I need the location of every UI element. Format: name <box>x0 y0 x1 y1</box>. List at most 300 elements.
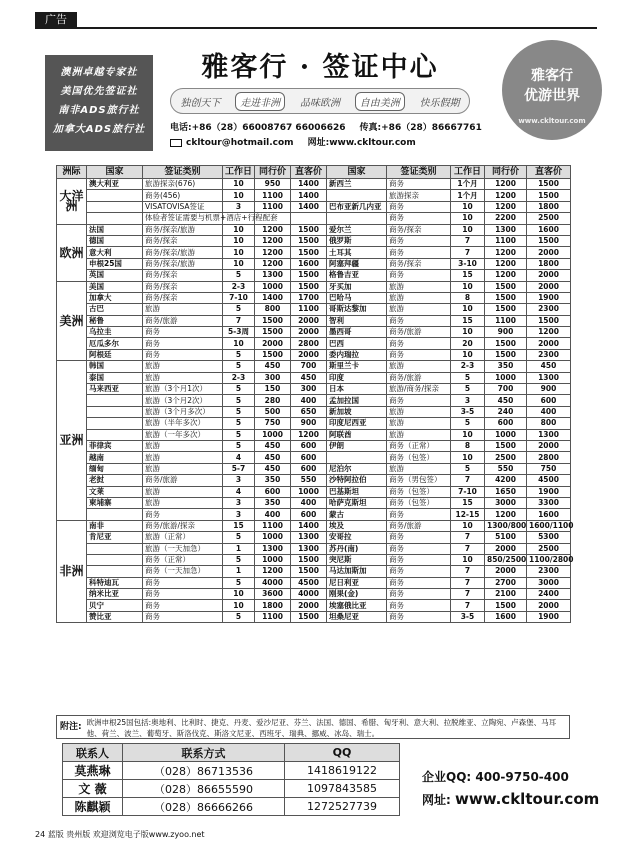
table-cell: 商务 <box>143 349 223 360</box>
table-cell: 商务/探亲 <box>143 235 223 246</box>
table-cell: 2-3 <box>223 281 255 292</box>
table-cell <box>87 201 143 212</box>
agency-item: 澳洲卓越专家社 <box>60 67 138 78</box>
table-cell: 1300 <box>485 224 527 235</box>
table-cell: 1个月 <box>451 190 485 201</box>
table-cell: 体验者签证需要与机票+酒店+行程配套 <box>143 213 223 224</box>
table-cell: 商务 <box>387 213 451 224</box>
table-cell: 旅游（一天加急） <box>143 543 223 554</box>
continent-cell: 美洲 <box>57 281 87 361</box>
table-row <box>57 304 571 315</box>
table-cell: 2400 <box>527 589 571 600</box>
table-cell: 10 <box>451 281 485 292</box>
table-cell: 旅游 <box>387 463 451 474</box>
table-cell: 450 <box>255 452 291 463</box>
table-cell: 土耳其 <box>327 247 387 258</box>
table-row <box>57 520 571 531</box>
table-cell: 1400 <box>291 190 327 201</box>
table-cell: 1200 <box>255 258 291 269</box>
table-cell: 2000 <box>527 281 571 292</box>
table-cell: 450 <box>291 372 327 383</box>
table-cell: 商务/旅游 <box>387 327 451 338</box>
table-cell: 1100 <box>485 235 527 246</box>
table-cell: 商务（一天加急） <box>143 566 223 577</box>
continent-cell: 大洋洲 <box>57 179 87 225</box>
table-cell: 委内瑞拉 <box>327 349 387 360</box>
company-qq: 企业QQ: 400-9750-400 <box>422 770 569 784</box>
table-cell: 巴基斯坦 <box>327 486 387 497</box>
table-cell <box>327 213 387 224</box>
table-cell: 2000 <box>527 338 571 349</box>
fax-number: +86（28）86667761 <box>381 123 482 133</box>
page-title: 雅客行 · 签证中心 <box>201 52 439 83</box>
table-cell: 1100 <box>485 315 527 326</box>
table-cell: 英国 <box>87 270 143 281</box>
table-cell: 500 <box>255 406 291 417</box>
table-row <box>57 452 571 463</box>
brand-item: 走进非洲 <box>235 92 285 111</box>
table-cell: 斯里兰卡 <box>327 361 387 372</box>
table-cell: 商务/探亲 <box>143 292 223 303</box>
table-cell: 2200 <box>485 213 527 224</box>
table-cell: 4500 <box>527 475 571 486</box>
company-web-link[interactable]: www.ckltour.com <box>455 790 600 808</box>
table-cell: 3300 <box>527 497 571 508</box>
table-cell: 乌拉圭 <box>87 327 143 338</box>
table-cell: 900 <box>485 327 527 338</box>
table-cell <box>87 429 143 440</box>
table-cell: 5 <box>223 611 255 622</box>
table-row <box>57 611 571 622</box>
table-cell: 申根25国 <box>87 258 143 269</box>
table-cell: 旅游（3个月多次） <box>143 406 223 417</box>
contact-name: 莫燕琳 <box>63 762 123 780</box>
table-cell: 商务 <box>387 509 451 520</box>
table-cell: 商务 <box>387 577 451 588</box>
table-cell: 4000 <box>255 577 291 588</box>
table-cell: 商务 <box>387 543 451 554</box>
table-cell: 5 <box>223 349 255 360</box>
table-row <box>57 384 571 395</box>
table-row <box>57 486 571 497</box>
column-header: 直客价 <box>527 166 571 179</box>
table-cell: 商务 <box>387 589 451 600</box>
table-cell: 印度尼西亚 <box>327 418 387 429</box>
table-cell: 商务/旅游 <box>143 315 223 326</box>
table-cell: 5 <box>451 372 485 383</box>
table-cell: 商务（正常） <box>387 440 451 451</box>
table-cell: 旅游/商务/探亲 <box>387 384 451 395</box>
table-cell: 700 <box>291 361 327 372</box>
column-header: 工作日 <box>451 166 485 179</box>
table-cell: 缅甸 <box>87 463 143 474</box>
table-cell: 旅游 <box>387 406 451 417</box>
table-cell: 1000 <box>255 429 291 440</box>
table-cell: 20 <box>451 338 485 349</box>
table-cell: 1100 <box>255 190 291 201</box>
continent-cell: 亚洲 <box>57 361 87 520</box>
table-cell: 1200 <box>291 429 327 440</box>
brand-item: 品味欧洲 <box>299 97 340 109</box>
table-cell: 1500 <box>527 235 571 246</box>
table-cell: 1200 <box>485 179 527 190</box>
table-cell: 1900 <box>527 611 571 622</box>
table-cell: 贝宁 <box>87 600 143 611</box>
table-cell: 600 <box>255 486 291 497</box>
table-cell: 2800 <box>291 338 327 349</box>
table-cell: 1400 <box>291 201 327 212</box>
table-cell: 2100 <box>485 589 527 600</box>
table-cell: 5 <box>223 361 255 372</box>
table-cell: 法国 <box>87 224 143 235</box>
table-cell: 马达加斯加 <box>327 566 387 577</box>
table-cell: 3600 <box>255 589 291 600</box>
table-cell: 旅游 <box>387 292 451 303</box>
table-row <box>57 463 571 474</box>
contact-name: 文 薇 <box>63 780 123 798</box>
badge-line: 优游世界 <box>524 88 580 104</box>
table-cell: 1200 <box>485 258 527 269</box>
table-cell: 秘鲁 <box>87 315 143 326</box>
table-cell: 1200 <box>485 247 527 258</box>
table-row <box>57 281 571 292</box>
table-cell: 10 <box>451 213 485 224</box>
column-header: 签证类别 <box>387 166 451 179</box>
table-cell: 商务 <box>387 395 451 406</box>
table-cell: 750 <box>255 418 291 429</box>
column-header: 直客价 <box>291 166 327 179</box>
table-cell: 2000 <box>291 315 327 326</box>
column-header: 国家 <box>327 166 387 179</box>
table-row <box>57 213 571 224</box>
table-cell: 格鲁吉亚 <box>327 270 387 281</box>
table-cell: 2-3 <box>451 361 485 372</box>
table-row <box>57 497 571 508</box>
table-row <box>57 190 571 201</box>
brand-badge <box>502 40 602 140</box>
table-cell: 600 <box>291 463 327 474</box>
table-cell: 1100 <box>255 611 291 622</box>
table-cell: 350 <box>485 361 527 372</box>
table-cell: 10 <box>223 190 255 201</box>
table-cell: 2000 <box>527 440 571 451</box>
contact-qq: 1272527739 <box>284 798 399 816</box>
table-cell: 商务/探亲 <box>387 258 451 269</box>
table-cell: 1500 <box>527 315 571 326</box>
table-cell: 俄罗斯 <box>327 235 387 246</box>
table-cell: 南非 <box>87 520 143 531</box>
table-cell: 1900 <box>527 292 571 303</box>
table-cell: 1500 <box>485 281 527 292</box>
table-cell: 240 <box>485 406 527 417</box>
table-cell <box>291 213 327 224</box>
email-address[interactable]: ckltour@hotmail.com <box>186 138 294 148</box>
table-cell: 600 <box>291 452 327 463</box>
table-cell: 7 <box>451 235 485 246</box>
brand-strip <box>170 88 470 114</box>
column-header: 国家 <box>87 166 143 179</box>
table-cell: 950 <box>255 179 291 190</box>
contact-phone: （028）86713536 <box>122 762 284 780</box>
table-cell: 3 <box>223 201 255 212</box>
table-cell: 2700 <box>485 577 527 588</box>
table-cell: 300 <box>291 384 327 395</box>
table-cell: 2000 <box>485 566 527 577</box>
table-cell: 商务 <box>387 600 451 611</box>
table-cell: 1700 <box>291 292 327 303</box>
table-cell: 10 <box>223 179 255 190</box>
table-cell: 商务 <box>143 611 223 622</box>
table-cell: 350 <box>255 475 291 486</box>
table-cell: 15 <box>451 497 485 508</box>
table-cell: 1000 <box>291 486 327 497</box>
table-cell: 商务（包签） <box>387 452 451 463</box>
table-cell: 商务/旅游 <box>387 520 451 531</box>
table-cell: 15 <box>223 520 255 531</box>
table-cell: 商务 <box>387 247 451 258</box>
table-cell: 1000 <box>255 532 291 543</box>
table-row <box>57 349 571 360</box>
table-cell: 商务/探亲/旅游 <box>143 247 223 258</box>
column-header: 工作日 <box>223 166 255 179</box>
table-cell <box>87 395 143 406</box>
table-cell: 安哥拉 <box>327 532 387 543</box>
table-cell: 450 <box>527 361 571 372</box>
table-cell: 350 <box>255 497 291 508</box>
table-cell: 2-3 <box>223 372 255 383</box>
table-cell: 7 <box>451 543 485 554</box>
table-row <box>57 440 571 451</box>
table-cell: 商务 <box>387 566 451 577</box>
table-cell: 450 <box>485 395 527 406</box>
table-cell: 10 <box>451 327 485 338</box>
table-cell: 1300 <box>255 543 291 554</box>
table-cell: 2000 <box>527 270 571 281</box>
table-cell: 1 <box>223 566 255 577</box>
table-row <box>57 509 571 520</box>
notes <box>56 715 570 739</box>
table-cell: 埃及 <box>327 520 387 531</box>
table-cell: 哈萨克斯坦 <box>327 497 387 508</box>
table-cell: 旅游 <box>387 418 451 429</box>
table-cell: 旅游（半年多次） <box>143 418 223 429</box>
table-cell: 850/2500 <box>485 554 527 565</box>
table-cell: 旅游探亲(676) <box>143 179 223 190</box>
table-cell: 10 <box>223 338 255 349</box>
table-cell: 美国 <box>87 281 143 292</box>
company-web <box>422 790 599 808</box>
column-header: 洲际 <box>57 166 87 179</box>
contact-row <box>63 762 400 780</box>
table-cell: 1200 <box>255 235 291 246</box>
table-row <box>57 201 571 212</box>
table-cell <box>87 213 143 224</box>
table-cell: 280 <box>255 395 291 406</box>
table-cell: 商务/探亲/旅游 <box>143 258 223 269</box>
table-cell: 牙买加 <box>327 281 387 292</box>
table-cell: 600 <box>291 509 327 520</box>
table-cell: 商务 <box>387 235 451 246</box>
contact-column-header: 联系方式 <box>122 744 284 762</box>
table-cell: 5 <box>223 395 255 406</box>
table-cell <box>87 543 143 554</box>
contact-info <box>170 121 482 151</box>
table-cell: 赞比亚 <box>87 611 143 622</box>
table-cell: 400 <box>527 406 571 417</box>
table-cell: 5 <box>223 418 255 429</box>
table-cell: 1200 <box>255 224 291 235</box>
table-cell: 7 <box>451 532 485 543</box>
table-row <box>57 338 571 349</box>
table-cell: 阿根廷 <box>87 349 143 360</box>
table-cell: 900 <box>291 418 327 429</box>
table-cell: 旅游 <box>143 372 223 383</box>
visa-price-table <box>56 165 574 623</box>
table-cell: 5 <box>451 463 485 474</box>
table-cell: 2300 <box>527 349 571 360</box>
web-address[interactable]: www.ckltour.com <box>329 138 416 148</box>
table-cell: 2000 <box>291 327 327 338</box>
table-row <box>57 258 571 269</box>
table-cell: 1个月 <box>451 179 485 190</box>
table-cell: 旅游 <box>143 497 223 508</box>
table-cell: 10 <box>223 224 255 235</box>
table-cell: 蒙古 <box>327 509 387 520</box>
table-cell: 5 <box>451 418 485 429</box>
table-row <box>57 372 571 383</box>
table-cell: 400 <box>291 395 327 406</box>
table-row <box>57 247 571 258</box>
table-cell: 4000 <box>291 589 327 600</box>
table-cell: 商务（男包签） <box>387 475 451 486</box>
table-cell: 3 <box>451 395 485 406</box>
table-cell: 商务 <box>143 509 223 520</box>
table-cell: 7 <box>451 566 485 577</box>
table-cell: 旅游 <box>143 304 223 315</box>
table-cell: 巴西 <box>327 338 387 349</box>
table-cell: 泰国 <box>87 372 143 383</box>
table-cell: 1500 <box>291 270 327 281</box>
table-cell: 1000 <box>255 281 291 292</box>
column-header: 同行价 <box>485 166 527 179</box>
table-cell: 1500 <box>527 190 571 201</box>
table-cell: 商务(456) <box>143 190 223 201</box>
table-cell: 450 <box>255 463 291 474</box>
table-cell: 商务/旅游/探亲 <box>143 520 223 531</box>
table-cell: 商务 <box>387 270 451 281</box>
table-cell: 旅游 <box>387 429 451 440</box>
table-cell: 10 <box>451 201 485 212</box>
table-cell: 1500 <box>485 440 527 451</box>
table-cell: 5 <box>223 270 255 281</box>
table-cell: 12-15 <box>451 509 485 520</box>
table-cell: 爱尔兰 <box>327 224 387 235</box>
table-cell: 5100 <box>485 532 527 543</box>
table-cell: 1300/800 <box>485 520 527 531</box>
table-cell: 旅游 <box>387 281 451 292</box>
table-cell: 加拿大 <box>87 292 143 303</box>
table-row <box>57 327 571 338</box>
ad-label: 广告 <box>35 12 77 28</box>
table-cell: 550 <box>485 463 527 474</box>
table-cell: 1200 <box>485 201 527 212</box>
table-cell: 苏丹(南) <box>327 543 387 554</box>
table-cell: 7 <box>451 589 485 600</box>
table-row <box>57 554 571 565</box>
table-row <box>57 361 571 372</box>
column-header: 签证类别 <box>143 166 223 179</box>
table-cell: 商务（包签） <box>387 486 451 497</box>
table-cell: 韩国 <box>87 361 143 372</box>
table-cell: 7 <box>451 577 485 588</box>
table-cell: 1800 <box>527 258 571 269</box>
table-cell: 尼泊尔 <box>327 463 387 474</box>
table-row <box>57 315 571 326</box>
table-cell: 1200 <box>485 270 527 281</box>
table-row <box>57 406 571 417</box>
table-cell: 800 <box>527 418 571 429</box>
contact-name: 陈麒颖 <box>63 798 123 816</box>
notes-text: 欧洲申根25国包括:奥地利、比利时、捷克、丹麦、爱沙尼亚、芬兰、法国、德国、希腊、匈牙利、意大利、拉脱维亚、立陶宛、卢森堡、马耳他、荷兰、波兰、葡萄牙、斯洛伐克、斯洛文尼亚、西班牙、瑞典、挪威、冰岛、瑞士。 <box>86 718 557 738</box>
badge-url: www.ckltour.com <box>518 117 586 125</box>
table-cell: 科特迪瓦 <box>87 577 143 588</box>
table-cell: 商务/旅游 <box>387 372 451 383</box>
table-row <box>57 532 571 543</box>
table-cell: 新西兰 <box>327 179 387 190</box>
contact-phone: （028）86666266 <box>122 798 284 816</box>
table-cell: 7 <box>223 315 255 326</box>
table-cell: 700 <box>485 384 527 395</box>
table-cell: 厄瓜多尔 <box>87 338 143 349</box>
table-cell: 5 <box>223 554 255 565</box>
table-cell: 1500 <box>291 235 327 246</box>
agency-list <box>45 55 153 151</box>
table-cell: 巴哈马 <box>327 292 387 303</box>
brand-item: 独创天下 <box>180 97 221 109</box>
table-cell: 旅游 <box>387 361 451 372</box>
table-cell: 老挝 <box>87 475 143 486</box>
table-cell: 1600/1100 <box>527 520 571 531</box>
continent-cell: 非洲 <box>57 520 87 623</box>
table-cell: 商务 <box>143 338 223 349</box>
company-web-label: 网址: <box>422 793 451 807</box>
contact-qq: 1097843585 <box>284 780 399 798</box>
table-cell: 旅游探亲 <box>387 190 451 201</box>
table-cell: 2000 <box>527 600 571 611</box>
table-cell: 10 <box>451 429 485 440</box>
table-cell: 商务 <box>387 338 451 349</box>
table-cell: 马来西亚 <box>87 384 143 395</box>
table-cell <box>87 554 143 565</box>
table-cell: 1300 <box>255 270 291 281</box>
table-cell: 900 <box>527 384 571 395</box>
table-cell: 越南 <box>87 452 143 463</box>
table-cell: 10 <box>451 304 485 315</box>
email-icon <box>170 139 182 147</box>
table-cell: 7 <box>451 247 485 258</box>
table-cell: 5 <box>451 384 485 395</box>
table-cell: 商务 <box>387 611 451 622</box>
table-row <box>57 589 571 600</box>
table-cell: 商务 <box>387 554 451 565</box>
table-cell: 2500 <box>527 213 571 224</box>
tel-number: +86（28）66008767 66006626 <box>191 123 346 133</box>
table-cell: 商务 <box>387 179 451 190</box>
table-cell: 哥斯达黎加 <box>327 304 387 315</box>
table-cell: 1300 <box>291 543 327 554</box>
table-cell: VISATOVISA签证 <box>143 201 223 212</box>
table-row <box>57 418 571 429</box>
